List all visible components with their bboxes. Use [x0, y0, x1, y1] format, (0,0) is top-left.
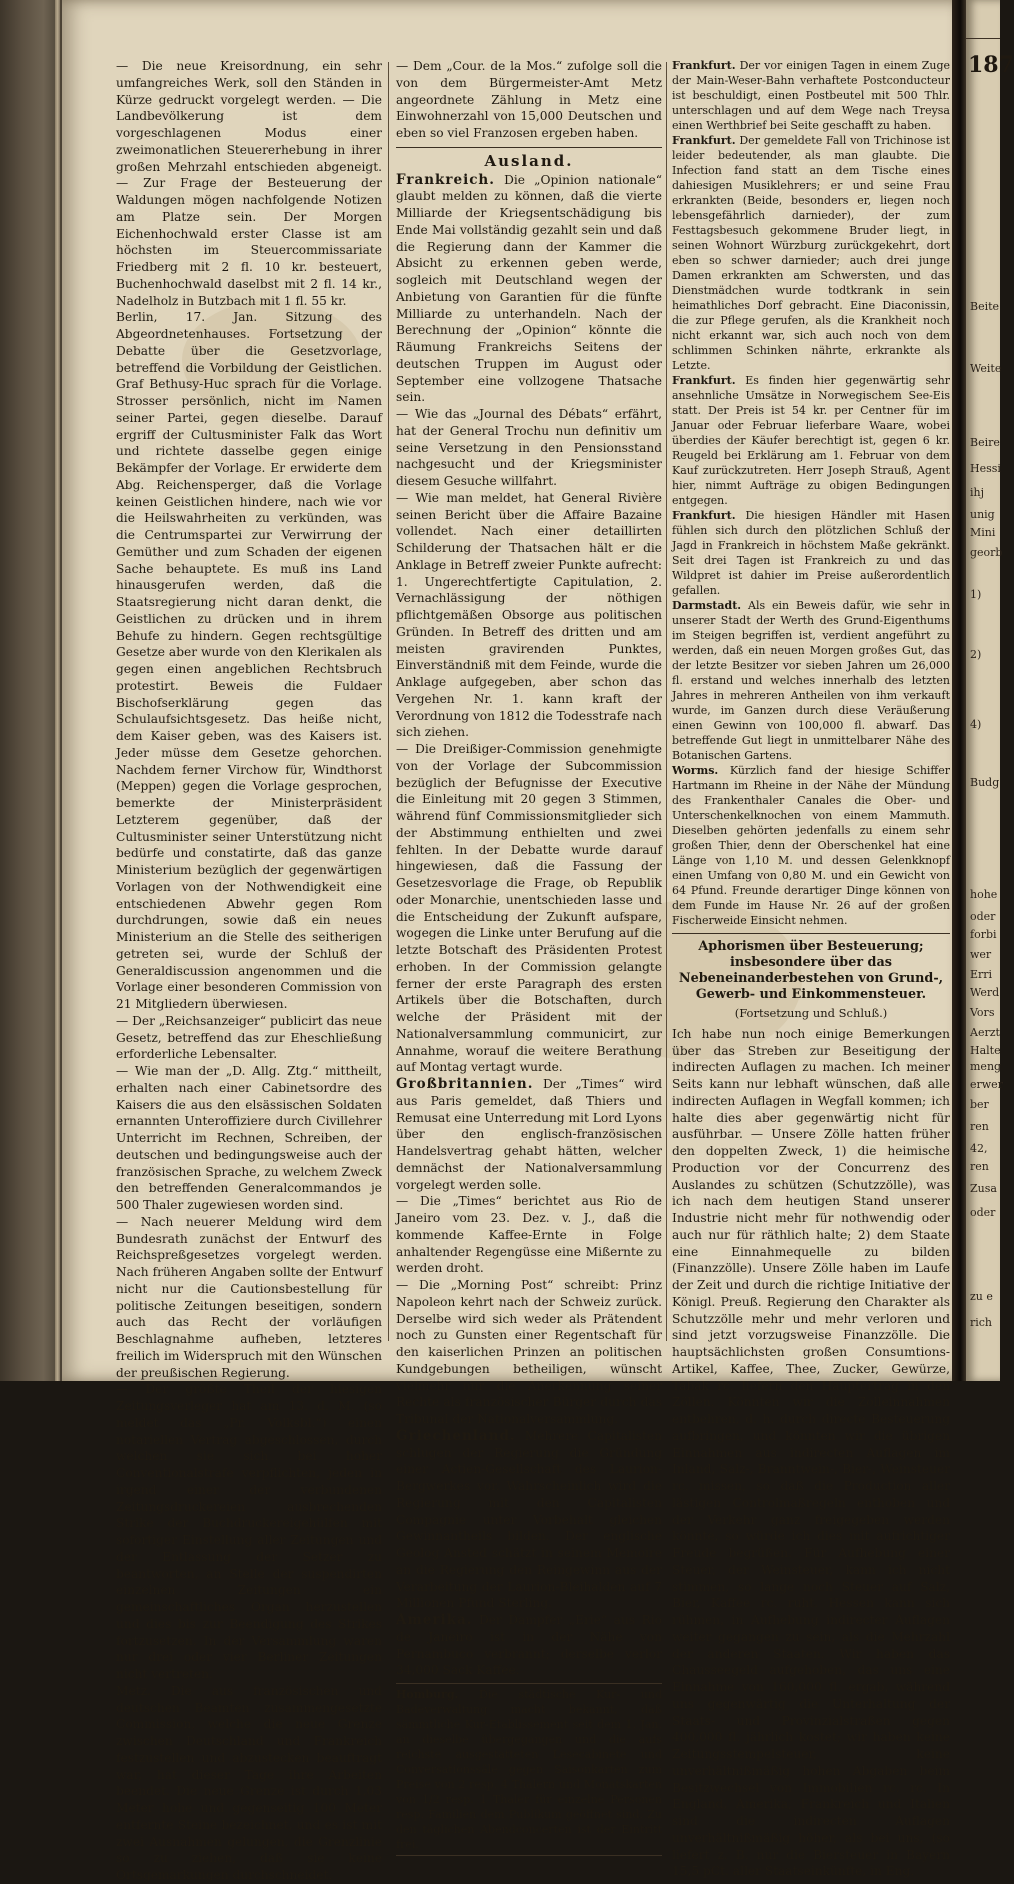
article-text: Die hiesigen Händler mit Hasen fühlen sich durch den plötzlichen Schluß der Jagd in Frankreich in höchstem Maße gekränkt. Seit drei Tagen ist Frankreich zu und das Wildpret ist dahier im Preise außerordentlich gefallen. — [672, 509, 950, 597]
dateline-frankfurt: Frankfurt. — [672, 134, 736, 147]
essay-title: Aphorismen über Besteuerung; insbesondere über das Nebeneinanderbestehen von Grund-, Gewerb- und Einkommensteuer. — [678, 939, 944, 1002]
article-text: Kürzlich fand der hiesige Schiffer Hartmann im Rheine in der Nähe der Mündung des Frankenthaler Canales die Ober- und Unterschenkelknochen von einem Mammuth. Dieselben gehörten jedenfalls zu einem sehr großen Thier, denn der Oberschenkel hat eine Länge von 1,10 M. und dessen Gelenkknopf einen Umfang von 0,80 M. und ein Gewicht von 64 Pfund. Freunde derartiger Dinge können von dem Funde im Hause Nr. 26 auf der großen Fischerweide Einsicht nehmen. — [672, 764, 951, 927]
adjacent-page-fragment: Aerzt — [970, 1026, 1000, 1039]
adjacent-page-fragment: unig — [970, 508, 995, 521]
adjacent-page-fragment: forbi — [970, 928, 997, 941]
article-bazaine: — Wie man meldet, hat General Rivière seinen Bericht über die Affaire Bazaine vollendet. Nach einer detaillirten Schilderung der Thatsachen hält er die Anklage in Betreff zweier Punkte aufrecht: 1. Ungerechtfertigte Capitulation, 2. Vernachlässigung der nöthigen pflichtgemäßen Obsorge aus politischen Gründen. In Betreff des dritten und am meisten gravirenden Punktes, Einverständniß mit dem Feinde, wurde die Anklage aufgegeben, aber schon das Vergehen Nr. 1. kann kraft der Verordnung von 1812 die Todesstrafe nach sich ziehen. — [396, 490, 662, 740]
adjacent-page-fragment: rich — [970, 1316, 993, 1329]
dateline-griechenland: Griechenland. — [396, 1427, 516, 1444]
adjacent-page-fragment: Vors — [970, 1006, 995, 1019]
article-grossbritannien-text: Der „Times“ wird aus Paris gemeldet, daß Thiers und Remusat eine Unterredung mit Lord Lyons über den englisch-französischen Handelsvertrag gehabt hätten, welcher demnächst der Nationalversammlung vorgelegt werden solle. — [396, 1077, 662, 1192]
dateline-worms: Worms. — [672, 764, 719, 777]
adjacent-page-fragment: Beire — [970, 436, 1000, 449]
column-divider — [388, 62, 389, 1341]
article-zeitungsverleger: — Der größte Theil der hiesigen Zeitungsverleger hat am 13. d. M. (so meldet das „Pr. Volksbl.“) einen notariellen Vertrag abgeschlossen, durch welchen sie sich bei hoher Conventionalstrafe verpflichten, jeden in irgend einer der verbundenen Zeitungsdruckereien ausbrechenden Strike der Buchdruckereigehülfen mit sofortiger Einstellung aller Zeitungen und der Entlassung der Setzer zu beantworten, an Stelle der suspendirten einzelnen Zeitungen ein gemeinschaftliches Organ herzustellen und dies bis zur Beendigung des Strikes fortzusetzen. In der Versammlung waren nur drei oder vier Berliner Zeitungen nicht vertreten. — [116, 1382, 382, 1681]
article-metz-census: — Dem „Cour. de la Mos.“ zufolge soll die von dem Bürgermeister-Amt Metz angeordnete Zählung in Metz eine Einwohnerzahl von 15,000 Deutschen und eben so viel Franzosen ergeben haben. — [396, 59, 662, 140]
dateline-darmstadt: Darmstadt. — [672, 599, 742, 612]
dateline-frankfurt: Frankfurt. — [672, 374, 736, 387]
adjacent-page-fragment: oder — [970, 910, 996, 923]
adjacent-page-fragment: georb — [970, 546, 1003, 559]
adjacent-page-fragment: Halte — [970, 1044, 1001, 1057]
adjacent-page-fragment: 2) — [970, 648, 982, 661]
adjacent-page-fragment: ren — [970, 1160, 989, 1173]
article-text: Der gemeldete Fall von Trichinose ist leider bedeutender, als man glaubte. Die Infection fand statt an dem Tische eines dahiesigen Musiklehrers; er und seine Frau erkrankten (Beide, besonders er, liegen noch lebensgefährlich darnieder), der zum Festtagsbesuch gekommene Bruder liegt, in seinen Wohnort Würzburg zurückgekehrt, dort eben so schwer darnieder; auch drei junge Damen erkrankten am Schwersten, und das Dienstmädchen wurde todtkrank in sein heimathliches Dorf gebracht. Eine Diaconissin, die zur Pflege gerufen, als die Krankheit noch nicht erkannt war, sich auch noch von dem schlimmen Schinken nährte, erkrankte als Letzte. — [672, 134, 950, 372]
adjacent-page-fragment: Beite — [970, 300, 1000, 313]
adjacent-page-fragment: oder — [970, 1206, 996, 1219]
section-rule — [396, 147, 662, 148]
adjacent-page-fragment: ber — [970, 1098, 989, 1111]
article-frankfurt-3 — [672, 373, 950, 508]
adjacent-page-fragment: hohe — [970, 888, 998, 901]
dateline-frankfurt: Frankfurt. — [672, 59, 736, 72]
article-reichsanzeiger: — Der „Reichsanzeiger“ publicirt das neue Gesetz, betreffend das zur Eheschließung erforderliche Lebensalter. — [116, 1013, 382, 1062]
article-trochu: — Wie das „Journal des Débats“ erfährt, hat der General Trochu nun definitiv um seine Versetzung in den Pensionsstand nachgesucht und der Kriegsminister diesem Gesuche willfahrt. — [396, 407, 662, 488]
adjacent-page-fragment: Zusa — [970, 1182, 997, 1195]
adjacent-page-fragment: meng — [970, 1060, 1002, 1073]
article-frankfurt-1 — [672, 58, 950, 133]
dateline-grossbritannien: Großbritannien. — [396, 1076, 534, 1092]
adjacent-page-fragment: Mini — [970, 526, 996, 539]
article-grossbritannien — [396, 1076, 662, 1193]
article-amerika-text: Der Dampfer „Erie“ aus Rio de Janeiro ist in der Nähe von Pernambuco verbrannt; derselbe verlor 34,000 Sack Kaffee. — [396, 1613, 662, 1678]
dateline-frankfurt: Frankfurt. — [672, 509, 736, 522]
article-metz: Metz. Die aus französischen und deutschen Beamten zusammengesetzte Commission, welche die neue Grenze zwischen Deutschland und Frankreich festzustellen und abzustecken beauftragt war, hat dieser Tage ihre Arbeiten beendet. Die neue Grenze ist durch 1,03 Meter hohe und gegenseitig 100 Meter entfernte Steine bezeichnet, und es ist mit zwei Ausnahmen gelungen, die Grenzlinie so zu ziehen, daß sie keine Ortsgemarkungen durchschneidet. — [116, 1683, 382, 1882]
newspaper-page — [62, 0, 962, 1882]
column-divider — [666, 62, 667, 1341]
article-morning-post: — Die „Morning Post“ schreibt: Prinz Napoleon kehrt nach der Schweiz zurück. Derselbe wird sich weder als Prätendent noch zu Gunsten einer Regentschaft für den kaiserlichen Prinzen an politischen Kundgebungen betheiligen, wünscht vielmehr nur die Anerkennung seiner Rechte als französischer Bürger durch das Tribunal der Nationalversammlung. — [396, 1278, 662, 1426]
article-frankfurt-2 — [672, 133, 950, 373]
adjacent-page-fragment: 1) — [970, 588, 982, 601]
article-worms — [672, 763, 950, 928]
article-griechenland — [396, 1428, 662, 1612]
column-3 — [672, 58, 951, 1879]
notice-homburg-text: Die städtische Kur- und Badeverwaltung macht bekannt, daß sämmtliche Kur-Etablissement seit dem 1. Jan. an dieselbe übergegangen und die aufs reichste ausgestatteten Lesecabinete und Conversationssäle gegen Saisonkarten zum Preise von 2 resp. 4 Thalern und Monatskarten von 1/2 resp. 1 Thaler für einzelne Personen resp. Familien dem Publikum geöffnet sind. Zu den täglichen Abendconcerten ist der Eintritt frei. — [396, 1688, 663, 1851]
notice-homburg — [396, 1683, 662, 1856]
article-reichspressgesetz: — Nach neuerer Meldung wird dem Bundesrath zunächst der Entwurf des Reichspreßgesetzes vorgelegt werden. Nach früheren Angaben sollte der Entwurf nicht nur die Cautionsbestellung für politische Zeitungen beseitigen, sondern auch das Recht der vorläufigen Beschlagnahme aufheben, letzteres freilich im Widerspruch mit den Wünschen der preußischen Regierung. — [116, 1214, 382, 1380]
dateline-frankreich: Frankreich. — [396, 171, 495, 188]
article-dreissiger-commission: — Die Dreißiger-Commission genehmigte von der Vorlage der Subcommission bezüglich der Befugnisse der Executive die Einleitung mit 20 gegen 3 Stimmen, während fünf Commissionsmitglieder sich der Abstimmung enthielten und zwei fehlten. In der Debatte wurde darauf hingewiesen, daß die Fassung der Gesetzesvorlage die Frage, ob Republik oder Monarchie, unentschieden lasse und die Entscheidung der Zukunft aufspare, wogegen die Linke unter Berufung auf die letzte Botschaft des Präsidenten Protest erhoben. In der Commission gelangte ferner der erste Paragraph des ersten Artikels über die Botschaften, durch welche der Präsident mit der Nationalversammlung communicirt, zur Annahme, worauf die weitere Berathung auf Montag vertagt wurde. — [396, 742, 662, 1075]
article-kreisordnung: — Die neue Kreisordnung, ein sehr umfangreiches Werk, soll den Ständen in Kürze gedruckt vorgelegt werden. — Die Landbevölkerung ist dem vorgeschlagenen Modus einer zweimonatlichen Steuererhebung in ihrer großen Mehrzahl entschieden abgeneigt. — Zur Frage der Besteuerung der Waldungen mögen nachfolgende Notizen am Platze sein. Der Morgen Eichenhochwald erster Classe ist am höchsten im Steuercommissariate Friedberg mit 2 fl. 10 kr. besteuert, Buchenhochwald daselbst mit 2 fl. 14 kr., Nadelholz in Butzbach mit 1 fl. 55 kr. — [116, 59, 382, 308]
adjacent-page-fragment: erwer — [970, 1078, 1003, 1091]
adjacent-page-fragment: wer — [970, 948, 992, 961]
essay-subtitle: (Fortsetzung und Schluß.) — [734, 1006, 888, 1020]
adjacent-page-fragment: 42, — [970, 1142, 988, 1155]
adjacent-page-edge — [966, 0, 1014, 1381]
adjacent-page-fragment: ren — [970, 1120, 989, 1133]
section-rule — [672, 933, 950, 934]
article-frankreich-text: Die „Opinion nationale“ glaubt melden zu können, daß die vierte Milliarde der Kriegsentschädigung bis Ende Mai vollständig gezahlt sein und daß die Regierung dann der Kammer die Absicht zu erkennen geben werde, sogleich mit Deutschland wegen der Anbietung von Garantien für die fünfte Milliarde zu unterhandeln. Nach der Berechnung der „Opinion“ könnte die Räumung Frankreichs Seitens der deutschen Truppen im August oder September eine vollzogene Thatsache sein. — [396, 172, 662, 405]
article-griechenland-text: Mehrere Capitalisten schlugen der Regierung die Gründung einer Actien-Gesellschaft des Laurion-Bergwerkes vor. Wahrscheinlich wird die Regierung mit den Capitalisten Compagnie unter Vorbehalt gleichen Gewinnantheils bilden. Der englische Geolog Ansted schätzt in seinem Memoire an die Regierung den Reingewinn aus der Verarbeitung der Laurion-Bleihalden auf 7 Millionen Pfund Sterling. — [396, 1428, 662, 1611]
article-frankfurt-4 — [672, 508, 950, 598]
article-frankreich — [396, 172, 662, 407]
article-berlin: Berlin, 17. Jan. Sitzung des Abgeordnetenhauses. Fortsetzung der Debatte über die Gesetzvorlage, betreffend die Vorbildung der Geistlichen. Graf Bethusy-Huc sprach für die Vorlage. Strosser persönlich, nicht im Namen seiner Partei, gegen dieselbe. Darauf ergriff der Cultusminister Falk das Wort und richtete dasselbe gegen einige Bekämpfer der Vorlage. Er erwiderte dem Abg. Reichensperger, daß die Vorlage keinen Geistlichen hindere, nach wie vor die Heilswahrheiten zu verkünden, was die Centrumspartei zur Verwirrung der Gemüther und zum Schaden der eigenen Sache behauptete. Es muß ins Land hinausgerufen werden, daß die Staatsregierung nicht daran denkt, die Geistlichen zu drücken und in ihrem Behufe zu hindern. Gegen rechtsgültige Gesetze aber wurde von den Klerikalen als gegen einen angeblichen Rechtsbruch protestirt. Beweis die Fuldaer Bischofserklärung gegen das Schulaufsichtsgesetz. Das heiße nicht, dem Kaiser geben, was des Kaisers ist. Jeder müsse dem Gesetze gehorchen. Nachdem ferner Virchow für, Windthorst (Meppen) gegen die Vorlage gesprochen, bemerkte der Ministerpräsident Letzterem gegenüber, daß der Cultusminister seiner Unterstützung nicht bedürfe und constatirte, daß das ganze Ministerium bezüglich der gegenwärtigen Vorlagen von der Nothwendigkeit eine entschiedenen Abwehr gegen Rom durchdrungen, sowie daß ein neues Ministerium an die Stelle des seitherigen getreten sei, wurde der Schluß der Generaldiscussion angenommen und die Vorlage einer besonderen Commission von 21 Mitgliedern überwiesen. — [116, 310, 382, 1011]
article-text: Es finden hier gegenwärtig sehr ansehnliche Umsätze in Norwegischem See-Eis statt. Der Preis ist 54 kr. per Centner für im Januar oder Februar lieferbare Waare, wobei überdies der Käufer berechtigt ist, gegen 6 kr. Reugeld bei Erklärung am 1. Februar von dem Kauf zurückzutreten. Herr Joseph Strauß, Agent hier, nimmt Aufträge zu obigen Bedingungen entgegen. — [672, 374, 950, 507]
article-allg-ztg: — Wie man der „D. Allg. Ztg.“ mittheilt, erhalten nach einer Cabinetsordre des Kaisers die aus den elsässischen Soldaten ernannten Unteroffiziere durch Civillehrer Unterricht im Rechnen, Schreiben, der deutschen und bedingungsweise auch der französischen Sprache, zu welchem Zweck den betreffenden Generalcommandos je 500 Thaler zugewiesen worden sind. — [116, 1064, 382, 1212]
adjacent-page-fragment: ihj — [970, 486, 985, 499]
article-amerika — [396, 1612, 662, 1679]
adjacent-page-fragment: Weite — [970, 362, 1002, 375]
dateline-homburg: Homburg. — [396, 1688, 459, 1701]
column-1 — [116, 58, 382, 1882]
adjacent-page-fragment: zu e — [970, 1290, 993, 1303]
article-darmstadt — [672, 598, 950, 763]
article-text: Als ein Beweis dafür, wie sehr in unserer Stadt der Werth des Grund-Eigenthums im Steigen begriffen ist, verdient angeführt zu werden, daß ein neuen Morgen großes Gut, das der letzte Besitzer vor sieben Jahren um 26,000 fl. erstand und welches innerhalb des letzten Jahres in mehreren Antheilen von ihm verkauft wurde, im Ganzen durch diese Veräußerung einen Gewinn von 100,000 fl. abwarf. Das betreffende Gut liegt in unmittelbarer Nähe des Botanischen Gartens. — [672, 599, 951, 762]
column-2 — [396, 58, 663, 1851]
adjacent-page-fragment: Erri — [970, 968, 993, 981]
article-text: Der vor einigen Tagen in einem Zuge der Main-Weser-Bahn verhaftete Postconducteur ist beschuldigt, einen Postbeutel mit 500 Thlr. unterschlagen und auf dem Wege nach Treysa einen Werthbrief bei Seite geschafft zu haben. — [672, 59, 950, 132]
book-binding — [0, 0, 62, 1381]
page-number: 187 — [968, 52, 1014, 78]
adjacent-page-fragment: Hessi — [970, 462, 1001, 475]
adjacent-page-fragment: 4) — [970, 718, 982, 731]
page-gutter — [952, 0, 966, 1381]
essay-body: Ich habe nun noch einige Bemerkungen über das Streben zur Beseitigung der indirecten Auflagen zu machen. Ich meiner Seits kann nur lebhaft wünschen, daß alle indirecten Auflagen in Wegfall kommen; ich halte dies aber gegenwärtig nicht für ausführbar. — Unsere Zölle hatten früher den doppelten Zweck, 1) die heimische Production vor der Concurrenz des Auslandes zu schützen (Schutzzölle), was ich nach dem heutigen Stand unserer Industrie nicht mehr für nothwendig oder auch nur für räthlich halte; 2) dem Staate eine Einnahmequelle zu bilden (Finanzzölle). Unsere Zölle haben im Laufe der Zeit und durch die richtige Initiative der Königl. Preuß. Regierung den Charakter als Schutzzölle mehr und mehr verloren und sind jetzt vorzugsweise Finanzzölle. Die hauptsächlichsten großen Consumtions-Artikel, Kaffee, Thee, Zucker, Gewürze, Tabak rc. liefern den Hauptertrag in den Zöllen. Könnten wir die Zolleinnahmen entbehren, d. h. durch directe Besteuerung aufbringen, und könnten wir die übrigen Einnahmen aus indirecten Auflagen im Inland, Salz-, Branntwein-, Bier-, Weinsteuer rc. missen, so daß die Production aller lästigen Controlmaßregeln enthoben und der Verkehr ganz freigegeben werden könnte, so würde ich dies mit aufrichtiger Freude begrüßen. Für Aufhebung einer Steuer, der Weinsteuer, kann ich nicht stimmen, so lange noch Steuer auf Salz, Bier, Kaffee rc. ruht. Hessen kann sich rühmen, in Aufhebung indirecter Auflagen weiter gegangen zu sein, als die Mehrzahl der anderen Staaten. Wir haben das Chausseegeld aufgehoben, das uns eine Einnahme von 160,000 fl. ergab, während uns gegenwärtig die Unterhaltung der Staats- und Provinzialstraßen gegen 400,000 fl. jährlich kostet; wir haben keine Zeitungsstempelsteuer, keine unverhältnißmäßig hohen Abgaben beim Besitzwechsel von Immobilien rc. rc. In England, Amerika, Frankreich und Italien sind die indirecten Auflagen unverhältnißmäßig höher, als bei uns, (so liefert z. B. nur die Biersteuer in Bayern 15,5 pCt. aller Staatseinkünfte, in Eng. — [672, 1026, 950, 1879]
dateline-amerika: Amerika. — [396, 1612, 473, 1628]
adjacent-page-fragment: Werd — [970, 986, 1000, 999]
adjacent-page-fragment: Budg — [970, 776, 1000, 789]
section-heading-ausland: Ausland. — [484, 151, 574, 170]
article-times-rio: — Die „Times“ berichtet aus Rio de Janeiro vom 23. Dez. v. J., daß die kommende Kaffee-Ernte in Folge anhaltender Regengüsse eine Mißernte zu werden droht. — [396, 1194, 662, 1276]
